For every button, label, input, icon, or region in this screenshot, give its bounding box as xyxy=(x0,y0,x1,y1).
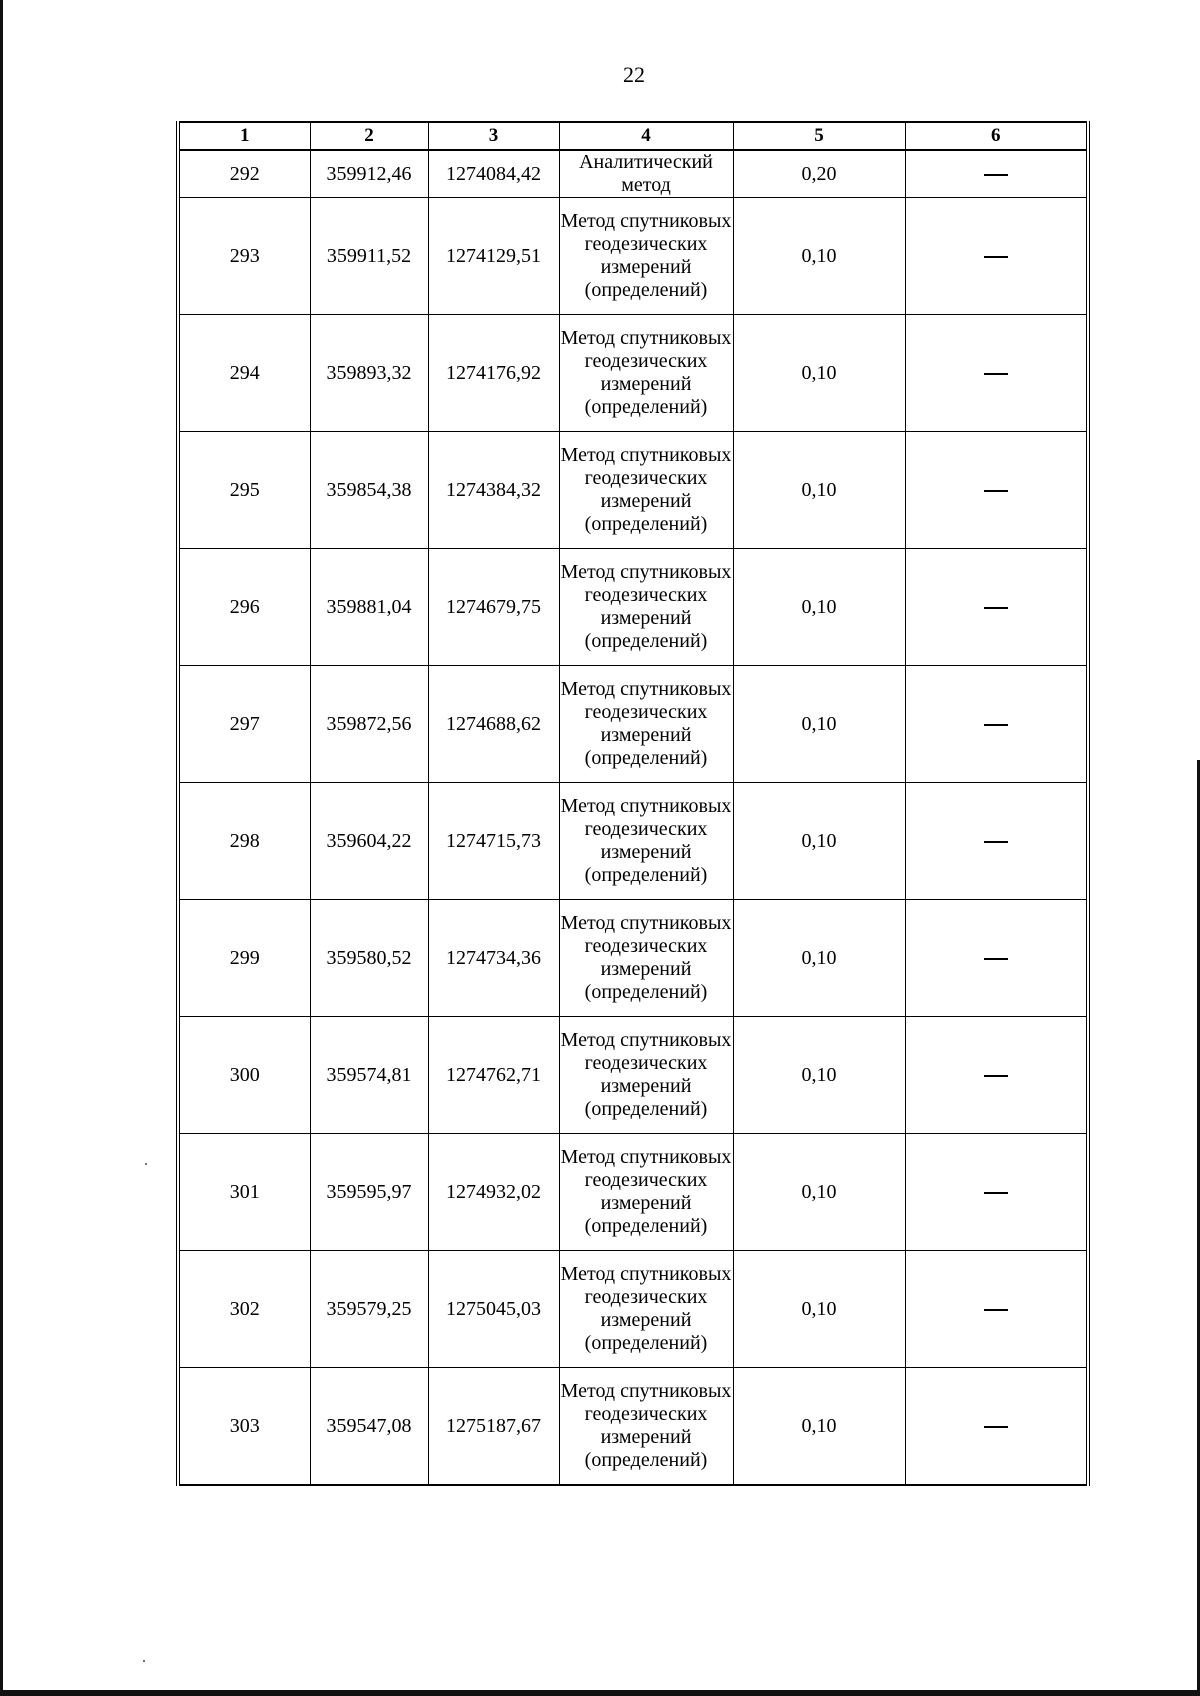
table-row xyxy=(178,432,1088,549)
page-number: 22 xyxy=(623,62,645,87)
note-cell xyxy=(905,1017,1088,1134)
dash-mark xyxy=(984,958,1008,960)
coordinate-x-cell: 359574,81 xyxy=(310,1017,428,1134)
accuracy-cell: 0,10 xyxy=(733,1017,905,1134)
note-cell xyxy=(905,666,1088,783)
table-row xyxy=(178,1251,1088,1368)
table-header-row xyxy=(178,122,1088,150)
table-row xyxy=(178,900,1088,1017)
column-header: 6 xyxy=(905,122,1088,150)
point-number-cell: 292 xyxy=(178,150,310,198)
coordinate-x-cell: 359604,22 xyxy=(310,783,428,900)
coordinate-y-cell: 1274084,42 xyxy=(428,150,559,198)
accuracy-cell: 0,10 xyxy=(733,1251,905,1368)
dash-mark xyxy=(984,1426,1008,1428)
table-row xyxy=(178,315,1088,432)
note-cell xyxy=(905,900,1088,1017)
table-body xyxy=(178,150,1088,1485)
coordinate-y-cell: 1274762,71 xyxy=(428,1017,559,1134)
dash-mark xyxy=(984,490,1008,492)
accuracy-cell: 0,10 xyxy=(733,198,905,315)
coordinate-y-cell: 1274688,62 xyxy=(428,666,559,783)
note-cell xyxy=(905,783,1088,900)
scan-speck xyxy=(143,1660,145,1662)
coordinate-y-cell: 1274129,51 xyxy=(428,198,559,315)
dash-mark xyxy=(984,373,1008,375)
method-cell: Метод спутниковых геодезических измерений (определений) xyxy=(559,549,733,666)
accuracy-cell: 0,20 xyxy=(733,150,905,198)
coordinate-x-cell: 359854,38 xyxy=(310,432,428,549)
coordinate-y-cell: 1275187,67 xyxy=(428,1368,559,1486)
table-row xyxy=(178,198,1088,315)
accuracy-cell: 0,10 xyxy=(733,432,905,549)
point-number-cell: 299 xyxy=(178,900,310,1017)
note-cell xyxy=(905,1134,1088,1251)
coordinate-y-cell: 1274932,02 xyxy=(428,1134,559,1251)
dash-mark xyxy=(984,607,1008,609)
dash-mark xyxy=(984,1075,1008,1077)
point-number-cell: 300 xyxy=(178,1017,310,1134)
coordinate-x-cell: 359595,97 xyxy=(310,1134,428,1251)
point-number-cell: 302 xyxy=(178,1251,310,1368)
method-cell: Метод спутниковых геодезических измерений (определений) xyxy=(559,783,733,900)
table-row xyxy=(178,783,1088,900)
point-number-cell: 296 xyxy=(178,549,310,666)
table-row xyxy=(178,549,1088,666)
coordinate-x-cell: 359872,56 xyxy=(310,666,428,783)
accuracy-cell: 0,10 xyxy=(733,1134,905,1251)
dash-mark xyxy=(984,841,1008,843)
coordinate-x-cell: 359580,52 xyxy=(310,900,428,1017)
scan-border-left xyxy=(0,0,3,1696)
method-cell: Метод спутниковых геодезических измерений (определений) xyxy=(559,666,733,783)
accuracy-cell: 0,10 xyxy=(733,900,905,1017)
coordinate-y-cell: 1274715,73 xyxy=(428,783,559,900)
accuracy-cell: 0,10 xyxy=(733,783,905,900)
scan-border-bottom xyxy=(0,1690,1200,1696)
table-row xyxy=(178,1017,1088,1134)
method-cell: Метод спутниковых геодезических измерений (определений) xyxy=(559,1017,733,1134)
note-cell xyxy=(905,198,1088,315)
table-row xyxy=(178,1368,1088,1486)
column-header: 5 xyxy=(733,122,905,150)
dash-mark xyxy=(984,1309,1008,1311)
note-cell xyxy=(905,549,1088,666)
point-number-cell: 298 xyxy=(178,783,310,900)
dash-mark xyxy=(984,724,1008,726)
method-cell: Метод спутниковых геодезических измерений (определений) xyxy=(559,315,733,432)
accuracy-cell: 0,10 xyxy=(733,666,905,783)
accuracy-cell: 0,10 xyxy=(733,549,905,666)
dash-mark xyxy=(984,256,1008,258)
coordinate-y-cell: 1274384,32 xyxy=(428,432,559,549)
method-cell: Метод спутниковых геодезических измерений (определений) xyxy=(559,1251,733,1368)
scan-speck xyxy=(145,1163,147,1165)
dash-mark xyxy=(984,1192,1008,1194)
method-cell: Метод спутниковых геодезических измерений (определений) xyxy=(559,198,733,315)
method-cell: Метод спутниковых геодезических измерений (определений) xyxy=(559,432,733,549)
point-number-cell: 303 xyxy=(178,1368,310,1486)
note-cell xyxy=(905,1251,1088,1368)
method-cell: Метод спутниковых геодезических измерений (определений) xyxy=(559,1134,733,1251)
column-header: 4 xyxy=(559,122,733,150)
note-cell xyxy=(905,150,1088,198)
note-cell xyxy=(905,315,1088,432)
coordinates-table xyxy=(176,121,1090,1486)
column-header: 1 xyxy=(178,122,310,150)
table-row xyxy=(178,666,1088,783)
point-number-cell: 295 xyxy=(178,432,310,549)
coordinate-x-cell: 359912,46 xyxy=(310,150,428,198)
coordinate-y-cell: 1274734,36 xyxy=(428,900,559,1017)
note-cell xyxy=(905,432,1088,549)
point-number-cell: 294 xyxy=(178,315,310,432)
point-number-cell: 293 xyxy=(178,198,310,315)
coordinate-y-cell: 1274679,75 xyxy=(428,549,559,666)
coordinate-y-cell: 1274176,92 xyxy=(428,315,559,432)
method-cell: Аналитический метод xyxy=(559,150,733,198)
coordinate-x-cell: 359547,08 xyxy=(310,1368,428,1486)
coordinate-x-cell: 359579,25 xyxy=(310,1251,428,1368)
table-row xyxy=(178,150,1088,198)
coordinate-y-cell: 1275045,03 xyxy=(428,1251,559,1368)
method-cell: Метод спутниковых геодезических измерений (определений) xyxy=(559,1368,733,1486)
dash-mark xyxy=(984,174,1008,176)
column-header: 3 xyxy=(428,122,559,150)
coordinate-x-cell: 359911,52 xyxy=(310,198,428,315)
accuracy-cell: 0,10 xyxy=(733,315,905,432)
coordinate-x-cell: 359893,32 xyxy=(310,315,428,432)
method-cell: Метод спутниковых геодезических измерений (определений) xyxy=(559,900,733,1017)
column-header: 2 xyxy=(310,122,428,150)
point-number-cell: 301 xyxy=(178,1134,310,1251)
table-row xyxy=(178,1134,1088,1251)
note-cell xyxy=(905,1368,1088,1486)
coordinate-x-cell: 359881,04 xyxy=(310,549,428,666)
accuracy-cell: 0,10 xyxy=(733,1368,905,1486)
point-number-cell: 297 xyxy=(178,666,310,783)
